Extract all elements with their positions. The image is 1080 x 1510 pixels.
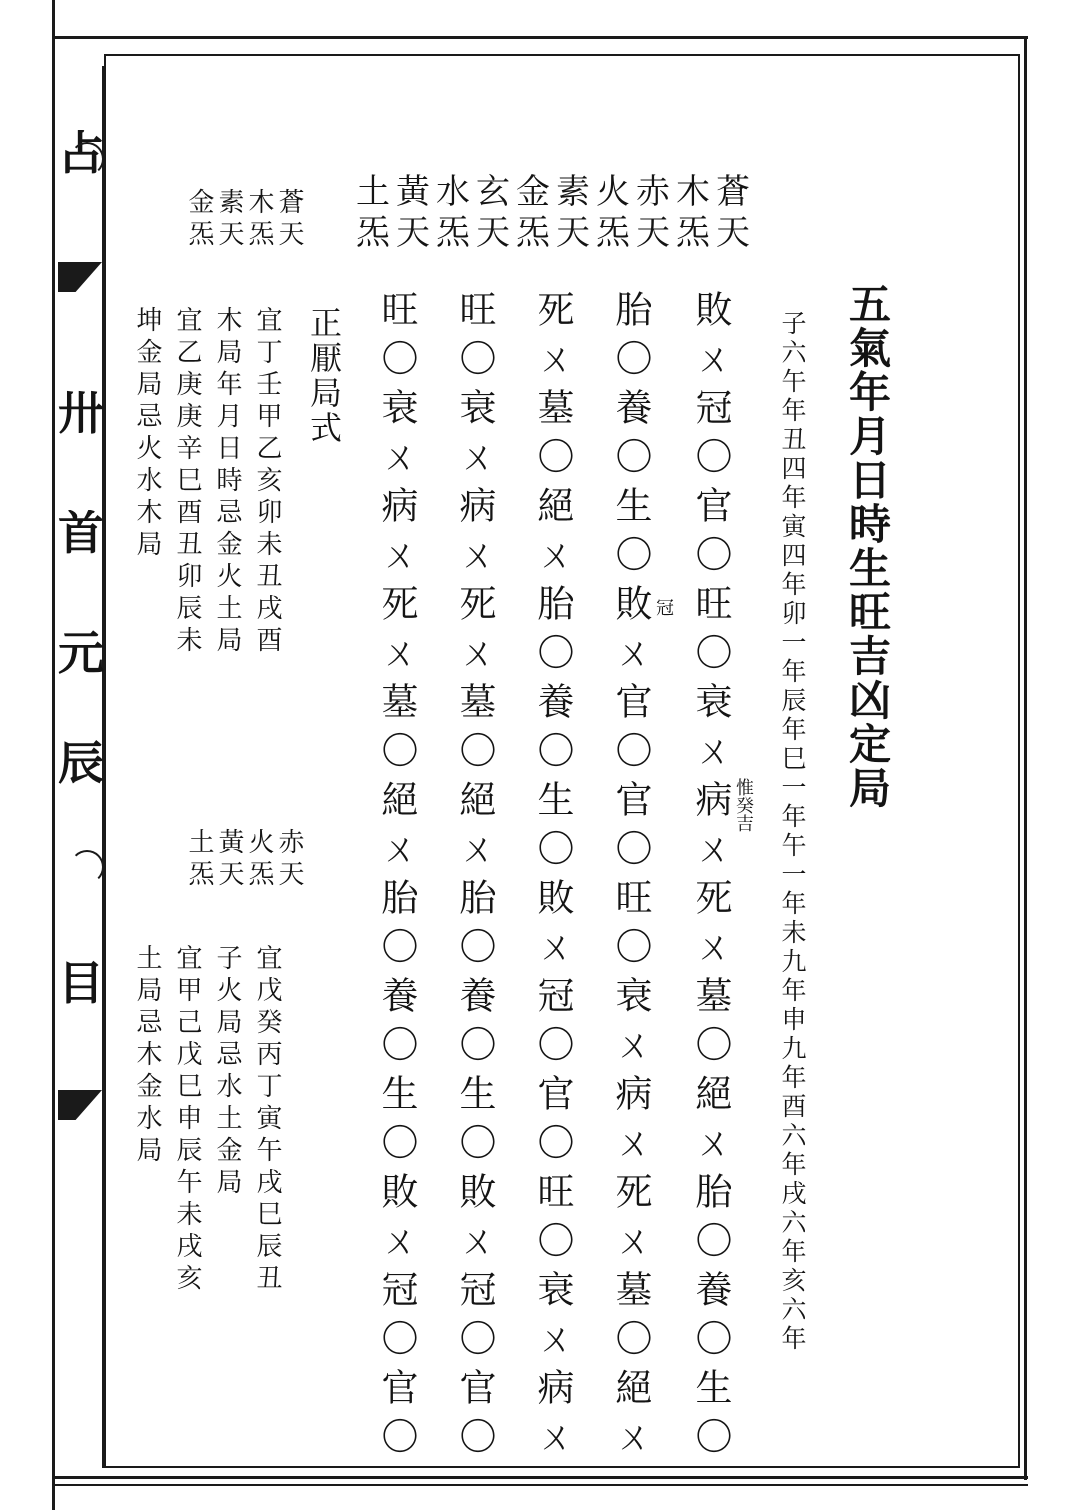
five-qi-header (352, 172, 752, 262)
page-title: 五氣年月日時生旺吉凶定局 (843, 282, 892, 810)
qi-pair (394, 172, 432, 254)
qi-bottom: 炁 (596, 212, 630, 253)
table-row-2: 胎〇養〇生〇敗ㄨ官〇官〇旺〇衰ㄨ病ㄨ死ㄨ墓〇絕ㄨ (609, 290, 652, 1466)
table-row-5: 旺〇衰ㄨ病ㄨ死ㄨ墓〇絕ㄨ胎〇養〇生〇敗ㄨ冠〇官〇 (375, 290, 418, 1466)
qi-top: 金 (516, 172, 550, 212)
pair-huang-tian: 黃天 (214, 828, 244, 892)
outer-right-rule (1024, 36, 1027, 1480)
qi-top: 蒼 (716, 172, 750, 212)
rule-line-8: 土局忌木金水局 (132, 944, 162, 1168)
pair-cang-tian: 蒼天 (274, 188, 304, 252)
rule-line-3: 宜乙庚庚辛巳酉丑卯辰未 (172, 306, 202, 658)
branch-header: 子六午年丑四年寅四年卯一年辰年巳一年午一年未九年申九年酉六年戌六年亥六年 (778, 310, 807, 1354)
section-title: 正厭局式 (305, 306, 343, 446)
qi-bottom: 炁 (676, 212, 710, 253)
qi-top: 木 (676, 172, 710, 212)
rule-line-5: 宜戊癸丙丁寅午戌巳辰丑 (252, 944, 282, 1296)
qi-bottom: 天 (476, 212, 510, 253)
pair-tu-qi: 土炁 (184, 828, 214, 892)
spine-char-1: 占 (58, 130, 104, 176)
qi-pair (594, 172, 632, 254)
qi-pair (434, 172, 472, 254)
bottom-rule (52, 1476, 1028, 1479)
pair-su-tian: 素天 (214, 188, 244, 252)
qi-bottom: 天 (556, 212, 590, 253)
qi-pair (514, 172, 552, 254)
qi-top: 火 (596, 172, 630, 212)
qi-top: 土 (356, 172, 390, 212)
left-qi-pairs-bottom (132, 828, 302, 918)
qi-top: 水 (436, 172, 470, 212)
qi-bottom: 炁 (436, 212, 470, 253)
qi-bottom: 天 (396, 212, 430, 253)
qi-top: 素 (556, 172, 590, 212)
spine-char-5: 辰 (58, 740, 104, 786)
note-guan: 冠 (653, 598, 674, 616)
pair-chi-tian: 赤天 (274, 828, 304, 892)
qi-pair (554, 172, 592, 254)
spine-char-4: 元 (58, 630, 104, 676)
qi-bottom: 天 (636, 212, 670, 253)
spine-char-2: 卅 (58, 390, 104, 436)
qi-bottom: 炁 (516, 212, 550, 253)
pair-huo-qi: 火炁 (244, 828, 274, 892)
qi-bottom: 天 (716, 212, 750, 253)
rule-line-4: 坤金局忌火水木局 (132, 306, 162, 562)
rule-line-7: 宜甲己戊巳申辰午未戌亥 (172, 944, 202, 1296)
bottom-rule-double (52, 1484, 1028, 1486)
qi-top: 赤 (636, 172, 670, 212)
rule-line-6: 子火局忌水土金局 (212, 944, 242, 1200)
table-row-1: 敗ㄨ冠〇官〇旺〇衰ㄨ病ㄨ死ㄨ墓〇絕ㄨ胎〇養〇生〇 (689, 290, 732, 1466)
table-row-3: 死ㄨ墓〇絕ㄨ胎〇養〇生〇敗ㄨ冠〇官〇旺〇衰ㄨ病ㄨ (531, 290, 574, 1466)
rule-line-2: 木局年月日時忌金火土局 (212, 306, 242, 658)
qi-top: 黃 (396, 172, 430, 212)
top-rule (52, 36, 1028, 39)
qi-pair (474, 172, 512, 254)
rule-line-1: 宜丁壬甲乙亥卯未丑戌酉 (252, 306, 282, 658)
qi-pair (714, 172, 752, 254)
qi-top: 玄 (476, 172, 510, 212)
spine-char-6: 目 (58, 960, 104, 1006)
note-wei-gui-ji: 惟癸吉 (733, 778, 754, 832)
spine-char-3: 首 (58, 510, 104, 556)
qi-bottom: 炁 (356, 212, 390, 253)
pair-mu-qi: 木炁 (244, 188, 274, 252)
left-qi-pairs-top (132, 188, 302, 278)
qi-pair (634, 172, 672, 254)
pair-jin-qi: 金炁 (184, 188, 214, 252)
qi-pair (354, 172, 392, 254)
qi-pair (674, 172, 712, 254)
spine-arc-top (70, 142, 104, 176)
spine-arc-bottom (70, 850, 104, 884)
table-row-4: 旺〇衰ㄨ病ㄨ死ㄨ墓〇絕ㄨ胎〇養〇生〇敗ㄨ冠〇官〇 (453, 290, 496, 1466)
